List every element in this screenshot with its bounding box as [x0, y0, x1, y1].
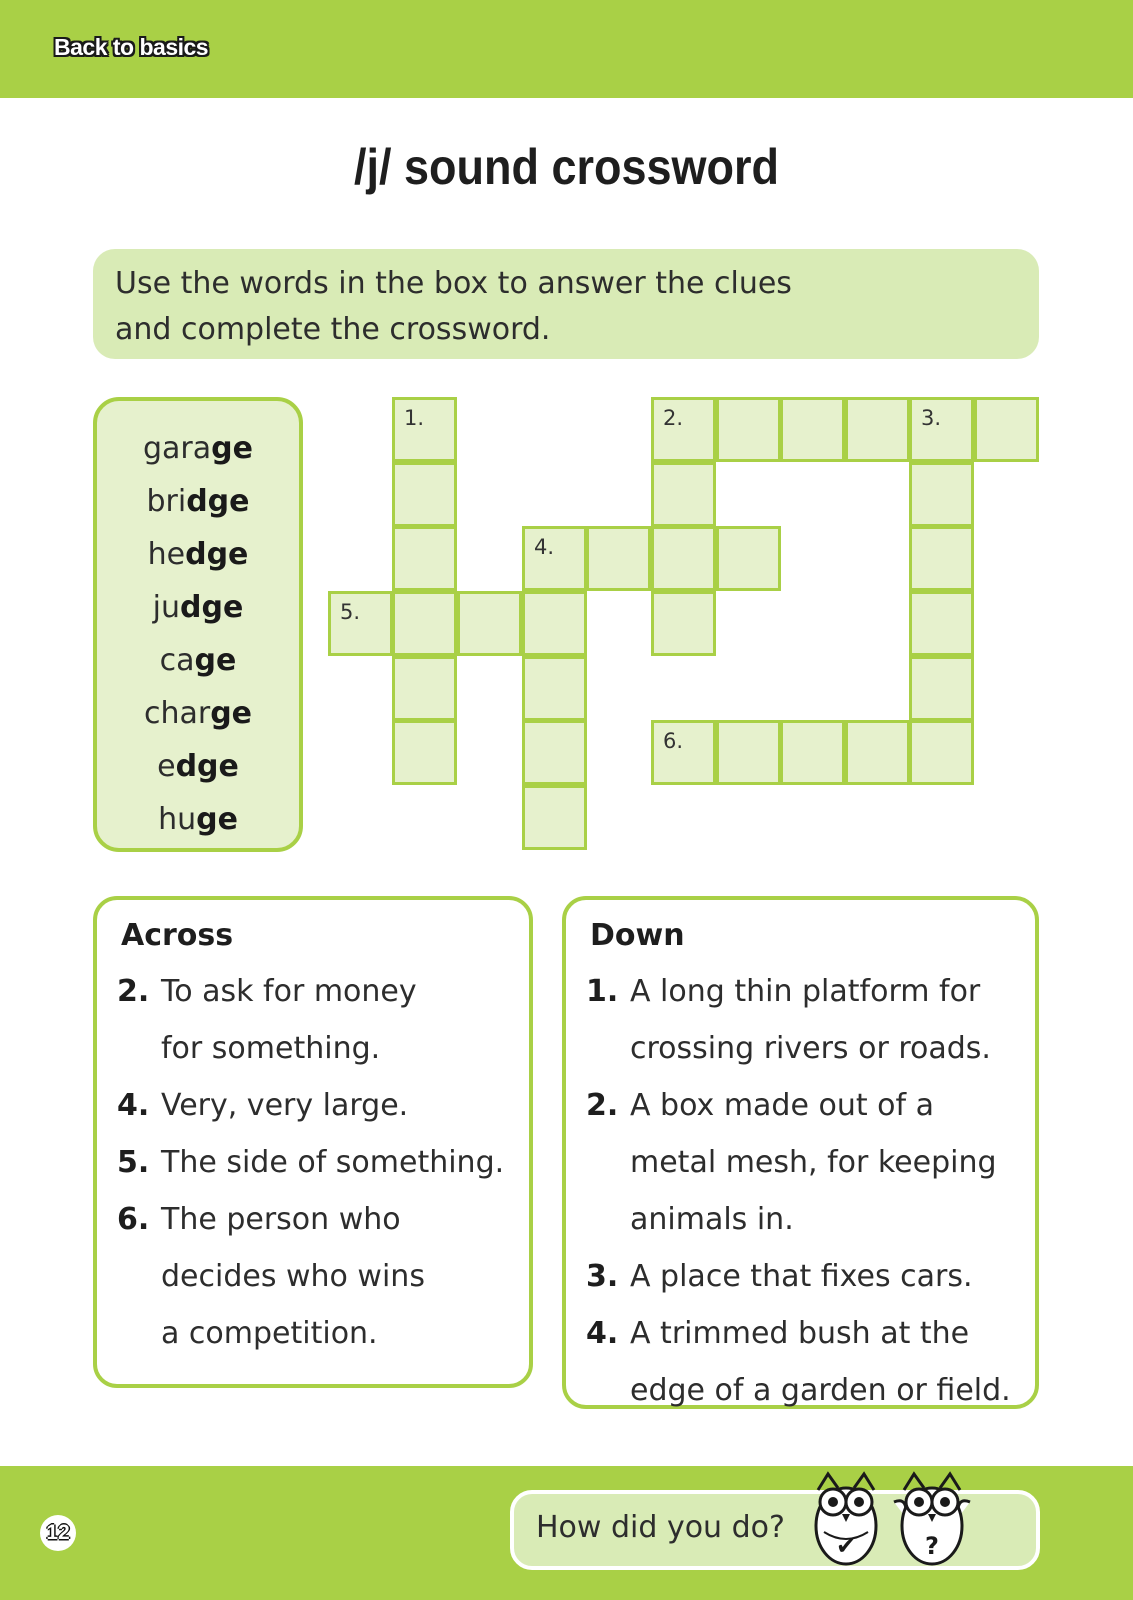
crossword-cell[interactable] [651, 526, 716, 591]
clue-text: The side of something. [161, 1145, 505, 1180]
crossword-cell[interactable] [845, 720, 910, 785]
across-clue [117, 1077, 509, 1134]
word-stem: ju [152, 590, 181, 625]
down-heading: Down [590, 918, 685, 953]
crossword-cell[interactable] [328, 591, 393, 656]
crossword-cell[interactable] [845, 397, 910, 462]
down-clue [586, 1305, 1015, 1419]
word-ending: dge [175, 749, 239, 784]
crossword-cell[interactable] [522, 591, 587, 656]
crossword-cell[interactable] [522, 656, 587, 721]
clue-line: To ask for money [161, 974, 417, 1009]
word-ending: ge [210, 696, 253, 731]
word-bank-item [97, 581, 299, 634]
crossword-cell[interactable] [716, 526, 781, 591]
crossword-cell[interactable] [651, 462, 716, 527]
clue-number: 4. [586, 1316, 619, 1351]
crossword-cell[interactable] [651, 591, 716, 656]
crossword-cell[interactable] [909, 397, 974, 462]
word-stem: char [143, 696, 211, 731]
crossword-cell[interactable] [909, 656, 974, 721]
down-clue [586, 1248, 1015, 1305]
clue-line: metal mesh, for keeping [630, 1145, 997, 1180]
clue-number: 1. [586, 974, 619, 1009]
clue-text [630, 963, 1015, 1077]
owl-tick-icon[interactable] [804, 1462, 888, 1572]
clue-number: 5. [340, 600, 361, 624]
clue-line: a competition. [161, 1316, 378, 1351]
clue-number: 1. [404, 406, 425, 430]
word-stem: e [157, 749, 176, 784]
clue-text [630, 1077, 1015, 1248]
word-ending: ge [196, 802, 238, 837]
clue-line: A box made out of a [630, 1088, 934, 1123]
word-bank-item [97, 475, 299, 528]
clue-number: 4. [534, 535, 555, 559]
owl-tick-mark: ✔ [835, 1532, 857, 1560]
across-clue [117, 963, 509, 1077]
crossword-cell[interactable] [392, 656, 457, 721]
clue-line: edge of a garden or field. [630, 1373, 1011, 1408]
page-number: 12 [40, 1515, 76, 1551]
crossword-cell[interactable] [651, 397, 716, 462]
clue-number: 2. [586, 1088, 619, 1123]
word-bank-item [97, 422, 299, 475]
crossword-cell[interactable] [392, 591, 457, 656]
across-clue [117, 1134, 509, 1191]
crossword-cell[interactable] [651, 720, 716, 785]
clue-line: crossing rivers or roads. [630, 1031, 991, 1066]
word-ending: dge [185, 537, 249, 572]
clue-line: for something. [161, 1031, 381, 1066]
word-bank-item [97, 793, 299, 846]
page-title: /j/ sound crossword [353, 139, 780, 195]
owl-question-mark: ? [925, 1532, 939, 1560]
self-check-label: How did you do? [536, 1510, 785, 1545]
word-ending: dge [186, 484, 250, 519]
crossword-cell[interactable] [909, 462, 974, 527]
crossword-cell[interactable] [457, 591, 522, 656]
down-clues-box [562, 896, 1039, 1409]
clue-number: 6. [663, 729, 684, 753]
word-bank-item [97, 687, 299, 740]
clue-number: 3. [921, 406, 942, 430]
crossword-cell[interactable] [392, 526, 457, 591]
series-label: Back to basics [54, 34, 209, 60]
word-ending: ge [211, 431, 253, 466]
crossword-cell[interactable] [392, 720, 457, 785]
clue-line: decides who wins [161, 1259, 425, 1294]
word-stem: he [147, 537, 186, 572]
self-check-box [510, 1490, 1040, 1570]
word-stem: gara [143, 431, 212, 466]
clue-line: A trimmed bush at the [630, 1316, 970, 1351]
clue-number: 4. [117, 1088, 150, 1123]
clue-text [161, 1191, 509, 1362]
owl-question-icon[interactable] [890, 1462, 974, 1572]
clue-number: 3. [586, 1259, 619, 1294]
crossword-cell[interactable] [392, 397, 457, 462]
clue-text [161, 963, 509, 1077]
word-bank-item [97, 740, 299, 793]
word-bank-item [97, 634, 299, 687]
down-clue [586, 1077, 1015, 1248]
down-clue [586, 963, 1015, 1077]
word-ending: ge [194, 643, 237, 678]
clue-line: A long thin platform for [630, 974, 981, 1009]
crossword-cell[interactable] [522, 526, 587, 591]
word-ending: dge [180, 590, 244, 625]
instructions-line-2: and complete the crossword. [115, 312, 551, 347]
crossword-cell[interactable] [909, 720, 974, 785]
instructions-box [93, 249, 1039, 359]
across-heading: Across [121, 918, 234, 953]
clue-line: The person who [161, 1202, 401, 1237]
crossword-cell[interactable] [909, 526, 974, 591]
clue-text: Very, very large. [161, 1088, 409, 1123]
clue-number: 6. [117, 1202, 150, 1237]
clue-text: A place that fixes cars. [630, 1259, 973, 1294]
word-bank-item [97, 528, 299, 581]
clue-number: 5. [117, 1145, 150, 1180]
crossword-cell[interactable] [780, 397, 845, 462]
crossword-cell[interactable] [586, 526, 651, 591]
across-clue [117, 1191, 509, 1362]
crossword-cell[interactable] [522, 720, 587, 785]
crossword-cell[interactable] [392, 462, 457, 527]
across-clues-box [93, 896, 533, 1388]
word-stem: ca [159, 643, 195, 678]
crossword-cell[interactable] [522, 785, 587, 850]
crossword-cell[interactable] [716, 397, 781, 462]
clue-line: animals in. [630, 1202, 794, 1237]
instructions-line-1: Use the words in the box to answer the clues [115, 266, 792, 301]
crossword-cell[interactable] [909, 591, 974, 656]
word-bank [93, 397, 303, 852]
crossword-cell[interactable] [716, 720, 781, 785]
crossword-cell[interactable] [780, 720, 845, 785]
clue-text [630, 1305, 1015, 1419]
crossword-cell[interactable] [974, 397, 1039, 462]
clue-number: 2. [117, 974, 150, 1009]
word-stem: bri [146, 484, 187, 519]
word-stem: hu [158, 802, 197, 837]
clue-number: 2. [663, 406, 684, 430]
